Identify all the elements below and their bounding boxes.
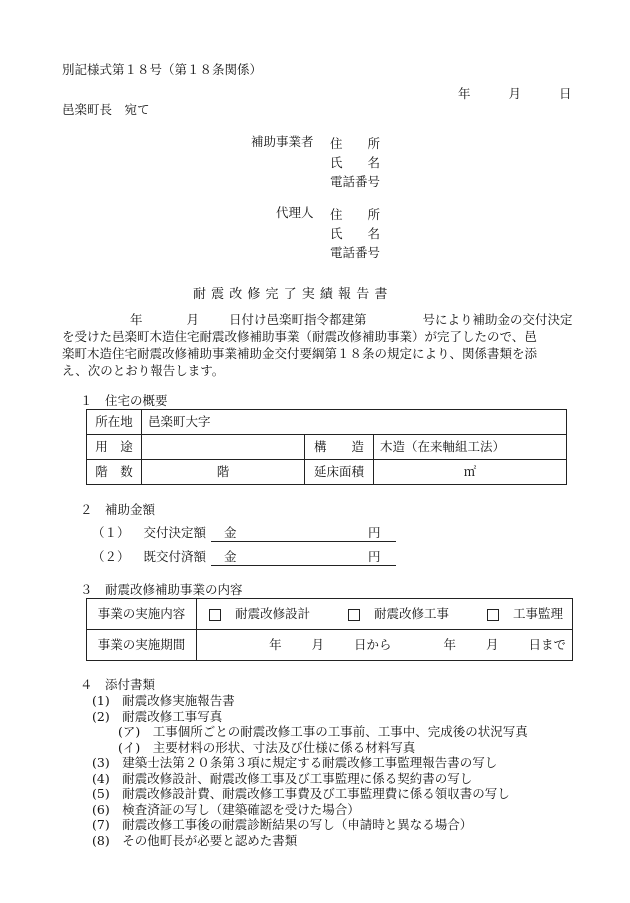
period-value [197, 630, 573, 661]
checkbox-supervision[interactable] [487, 609, 499, 621]
subsidy-row-1-unit: 円 [368, 525, 381, 540]
option-supervision: 工事監理 [513, 606, 564, 622]
intro-text-1: 日付け邑楽町指令都建第 [228, 312, 367, 327]
housing-overview-table [86, 409, 567, 485]
area-unit: ㎡ [374, 460, 567, 485]
location-label: 所在地 [87, 410, 142, 435]
project-content-table [86, 598, 573, 661]
date-month: 月 [508, 86, 521, 101]
attachment-item: (8) その他町長が必要と認めた書類 [92, 832, 298, 848]
period-year-1: 年 [269, 637, 282, 653]
date-year: 年 [458, 86, 471, 101]
section1-heading: １ 住宅の概要 [80, 393, 168, 408]
period-label: 事業の実施期間 [87, 630, 197, 661]
agent-phone-label: 電話番号 [330, 245, 381, 260]
attachment-item: (6) 検査済証の写し（建築確認を受けた場合） [92, 801, 360, 817]
period-month-1: 月 [311, 637, 325, 653]
subsidy-row-1-no: （１） [92, 525, 130, 540]
intro-year: 年 [130, 312, 143, 327]
subsidy-row-2-unit: 円 [368, 549, 381, 564]
subsidy-row-2-field [211, 549, 396, 566]
attachment-item: (3) 建築士法第２０条第３項に規定する耐震改修工事監理報告書の写し [92, 755, 498, 770]
form-number: 別記様式第１８号（第１８条関係） [62, 62, 263, 77]
applicant-address-label: 住 所 [330, 136, 381, 151]
floors-label: 階 数 [87, 460, 142, 485]
period-year-2: 年 [443, 637, 457, 653]
area-label: 延床面積 [305, 460, 374, 485]
section3-heading: ３ 耐震改修補助事業の内容 [80, 582, 243, 597]
use-label: 用 途 [87, 435, 142, 460]
agent-labels [330, 205, 380, 262]
location-value: 邑楽町大字 [142, 410, 567, 435]
intro-line-2: を受けた邑楽町木造住宅耐震改修補助事業（耐震改修補助事業）が完了したので、邑 [62, 329, 537, 344]
attachments-list [92, 693, 528, 848]
content-options [197, 599, 573, 630]
intro-line-3: 楽町木造住宅耐震改修補助事業補助金交付要綱第１８条の規定により、関係書類を添 [62, 346, 538, 361]
subsidy-row-1-field [211, 525, 396, 542]
structure-label: 構 造 [305, 435, 374, 460]
agent-name-label: 氏 名 [330, 226, 381, 241]
subsidy-row-2-no: （２） [92, 549, 130, 564]
period-to: 日まで [528, 637, 566, 653]
intro-text-2: 号により補助金の交付決定 [422, 312, 573, 327]
document-title: 耐 震 改 修 完 了 実 績 報 告 書 [193, 287, 388, 302]
checkbox-construction[interactable] [348, 609, 360, 621]
option-construction: 耐震改修工事 [374, 606, 450, 622]
subsidy-row-2-label: 既交付済額 [143, 549, 206, 564]
floors-unit: 階 [142, 460, 305, 485]
content-label: 事業の実施内容 [87, 599, 197, 630]
intro-line-4: え、次のとおり報告します。 [62, 363, 225, 378]
intro-month: 月 [186, 312, 199, 327]
attachment-item: (2) 耐震改修工事写真 [92, 708, 223, 724]
subsidy-row-1-label: 交付決定額 [143, 525, 206, 540]
use-value [142, 435, 305, 460]
attachment-item: (7) 耐震改修工事後の耐震診断結果の写し（申請時と異なる場合） [92, 817, 473, 832]
structure-value: 木造（在来軸組工法） [374, 435, 567, 460]
agent-address-label: 住 所 [330, 207, 381, 222]
intro-line-1 [130, 312, 572, 328]
option-design: 耐震改修設計 [235, 606, 311, 622]
date-day: 日 [558, 86, 572, 101]
applicant-phone-label: 電話番号 [330, 174, 381, 189]
attachment-item: (4) 耐震改修設計、耐震改修工事及び工事監理に係る契約書の写し [92, 770, 473, 786]
addressee: 邑楽町長 宛て [62, 102, 150, 117]
attachment-item: (5) 耐震改修設計費、耐震改修工事費及び工事監理費に係る領収書の写し [92, 786, 510, 801]
subsidy-row-1-prefix: 金 [224, 525, 237, 540]
attachment-subitem: (イ) 主要材料の形状、寸法及び仕様に係る材料写真 [118, 739, 416, 755]
attachment-subitem: (ア) 工事個所ごとの耐震改修工事の工事前、工事中、完成後の状況写真 [118, 724, 528, 739]
section4-heading: ４ 添付書類 [80, 677, 156, 692]
applicant-name-label: 氏 名 [330, 155, 381, 170]
attachment-item: (1) 耐震改修実施報告書 [92, 693, 235, 708]
period-month-2: 月 [486, 637, 499, 653]
checkbox-design[interactable] [209, 609, 221, 621]
period-from: 日から [354, 637, 392, 653]
applicant-labels [330, 134, 380, 191]
applicant-role: 補助事業者 [251, 134, 314, 149]
subsidy-row-2-prefix: 金 [224, 549, 237, 564]
section2-heading: ２ 補助金額 [80, 502, 156, 517]
date-line [458, 86, 571, 102]
agent-role: 代理人 [276, 205, 314, 220]
subsidy-row-2 [92, 549, 206, 565]
subsidy-row-1 [92, 525, 206, 541]
